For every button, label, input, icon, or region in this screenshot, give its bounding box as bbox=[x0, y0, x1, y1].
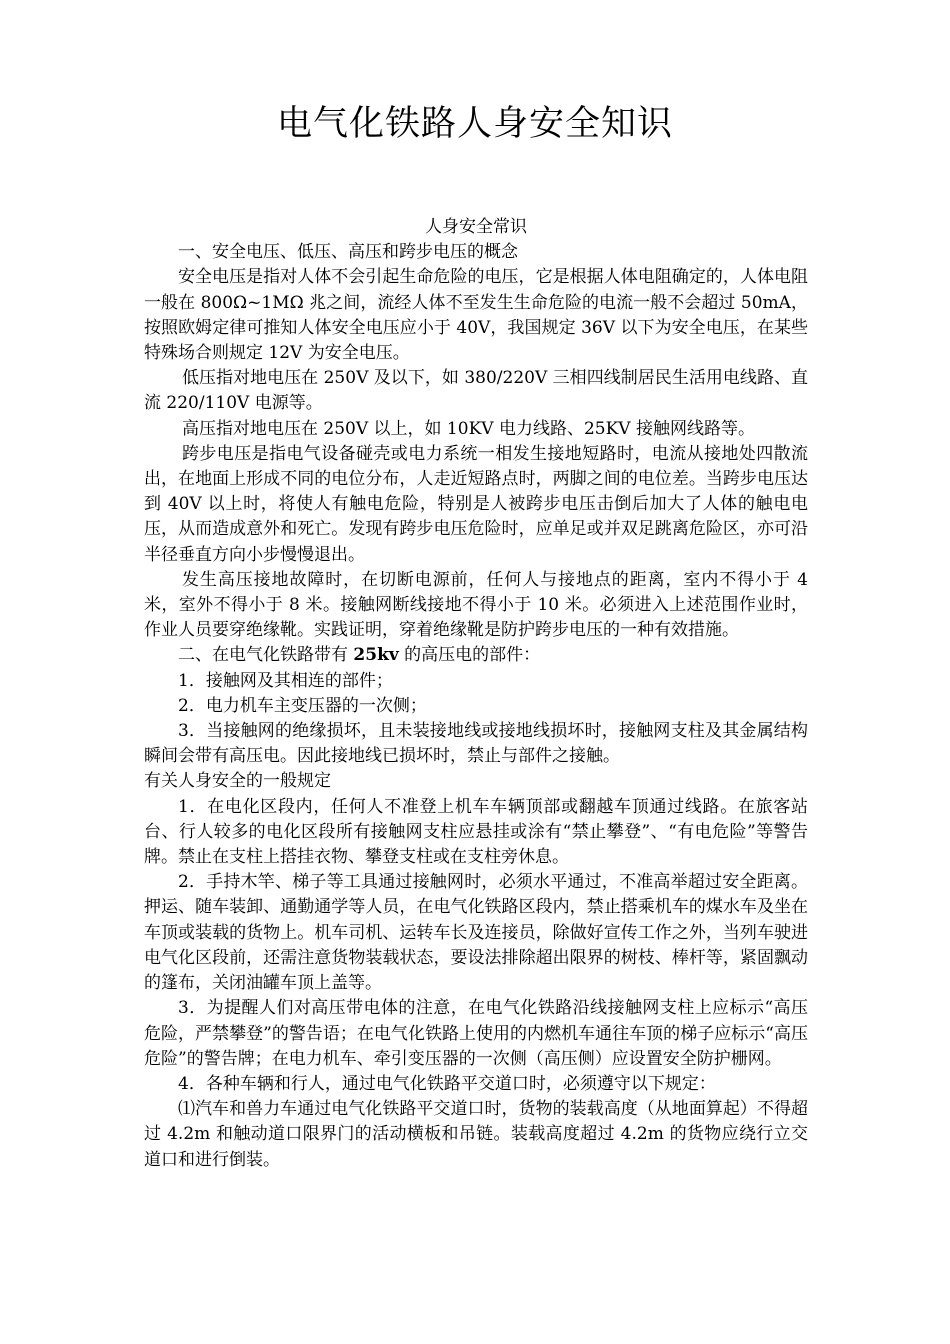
subsection-heading-2 bbox=[144, 643, 808, 668]
paragraph-low-voltage: 低压指对地电压在 250V 及以下，如 380/220V 三相四线制居民生活用电线路、直流 220/110V 电源等。 bbox=[144, 368, 808, 414]
rule-item: 2．手持木竿、梯子等工具通过接触网时，必须水平通过，不准高举超过安全距离。押运、随车装卸、通勤通学等人员，在电气化铁路区段内，禁止搭乘机车的煤水车及坐在车顶或装载的货物上。机车司机、运转车长及连接员，除做好宣传工作之外，当列车驶进电气化区段前，还需注意货物装载状态，要设法排除超出限界的树枝、棒杆等，紧固飘动的篷布，关闭油罐车顶上盖等。 bbox=[144, 872, 808, 994]
rule-item: 3．为提醒人们对高压带电体的注意，在电气化铁路沿线接触网支柱上应标示“高压危险，严禁攀登”的警告语；在电气化铁路上使用的内燃机车通往车顶的梯子应标示“高压危险”的警告牌；在电力机车、牵引变压器的一次侧（高压侧）应设置安全防护栅网。 bbox=[144, 998, 808, 1069]
paragraph-safe-voltage: 安全电压是指对人体不会引起生命危险的电压，它是根据人体电阻确定的，人体电阻一般在 800Ω~1MΩ 兆之间，流经人体不至发生生命危险的电流一般不会超过 50mA，按照欧姆定律可推知人体安全电压应小于 40V，我国规定 36V 以下为安全电压，在某些特殊场合则规定 12V 为安全电压。 bbox=[144, 267, 808, 364]
heading-2-bold: 25kv bbox=[353, 645, 399, 666]
rule-item: 1．在电化区段内，任何人不准登上机车车辆顶部或翻越车顶通过线路。在旅客站台、行人较多的电化区段所有接触网支柱应悬挂或涂有“禁止攀登”、“有电危险”等警告牌。禁止在支柱上搭挂衣物、攀登支柱或在支柱旁休息。 bbox=[144, 796, 808, 868]
rule-subitem: ⑴汽车和兽力车通过电气化铁路平交道口时，货物的装载高度（从地面算起）不得超过 4.2m 和触动道口限界门的活动横板和吊链。装载高度超过 4.2m 的货物应绕行立交道口和进行倒装。 bbox=[144, 1099, 808, 1170]
subsection-heading-3: 有关人身安全的一般规定 bbox=[144, 771, 331, 792]
list-item: 2．电力机车主变压器的一次侧； bbox=[178, 695, 427, 716]
document-title: 电气化铁路人身安全知识 bbox=[276, 104, 673, 144]
paragraph-ground-fault: 发生高压接地故障时，在切断电源前，任何人与接地点的距离，室内不得小于 4 米，室外不得小于 8 米。接触网断线接地不得小于 10 米。必须进入上述范围作业时，作业人员要穿绝缘靴。实践证明，穿着绝缘靴是防护跨步电压的一种有效措施。 bbox=[144, 569, 808, 641]
paragraph-step-voltage: 跨步电压是指电气设备碰壳或电力系统一相发生接地短路时，电流从接地处四散流出，在地面上形成不同的电位分布，人走近短路点时，两脚之间的电位差。当跨步电压达到 40V 以上时，将使人有触电危险，特别是人被跨步电压击倒后加大了人体的触电电压，从而造成意外和死亡。发现有跨步电压危险时，应单足或并双足跳离危险区，亦可沿半径垂直方向小步慢慢退出。 bbox=[144, 443, 808, 565]
rule-item: 4．各种车辆和行人，通过电气化铁路平交道口时，必须遵守以下规定： bbox=[178, 1073, 716, 1094]
subsection-heading-1: 一、安全电压、低压、高压和跨步电压的概念 bbox=[178, 242, 518, 263]
section-heading: 人身安全常识 bbox=[425, 217, 527, 237]
heading-2-pre: 二、在电气化铁路带有 bbox=[178, 645, 354, 666]
paragraph-high-voltage: 高压指对地电压在 250V 以上，如 10KV 电力线路、25KV 接触网线路等。 bbox=[182, 418, 755, 439]
heading-2-post: 的高压电的部件： bbox=[398, 645, 541, 666]
document-body bbox=[144, 215, 808, 1173]
list-item: 1．接触网及其相连的部件； bbox=[178, 670, 393, 691]
list-item: 3．当接触网的绝缘损坏，且未装接地线或接地线损坏时，接触网支柱及其金属结构瞬间会带有高压电。因此接地线已损坏时，禁止与部件之接触。 bbox=[144, 721, 808, 767]
